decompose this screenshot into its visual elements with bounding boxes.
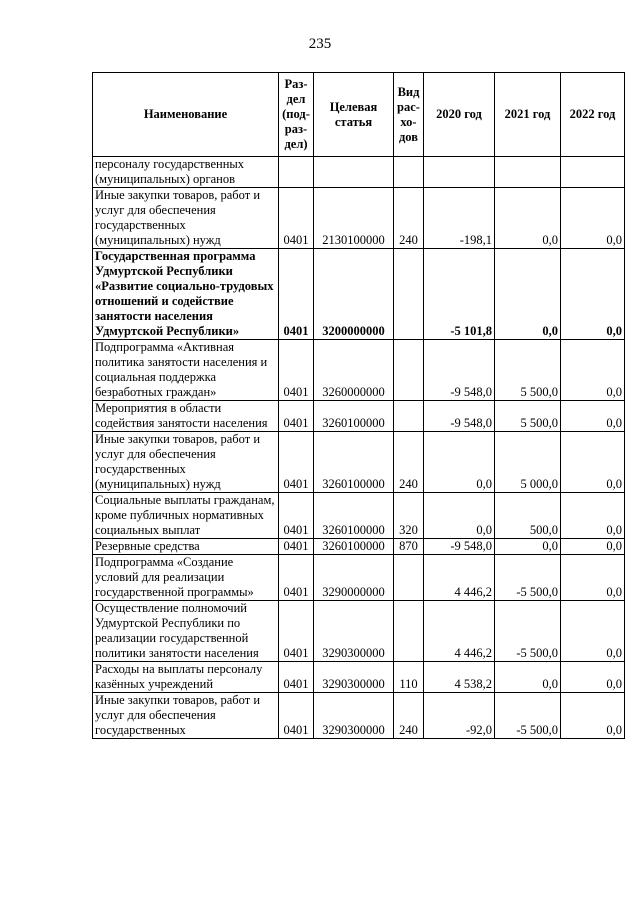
- cell-target: 3290300000: [314, 662, 394, 693]
- cell-kind: [394, 249, 424, 340]
- cell-kind: 240: [394, 432, 424, 493]
- header-2021: 2021 год: [495, 73, 561, 157]
- cell-name: Социальные выплаты гражданам, кроме публичных нормативных социальных выплат: [93, 493, 279, 539]
- cell-target: 3260000000: [314, 340, 394, 401]
- table-row: [93, 249, 625, 340]
- header-name: Наименование: [93, 73, 279, 157]
- cell-name: Иные закупки товаров, работ и услуг для обеспечения государственных (муниципальных) нужд: [93, 432, 279, 493]
- cell-2020: -9 548,0: [424, 401, 495, 432]
- cell-kind: 320: [394, 493, 424, 539]
- cell-2022: 0,0: [561, 662, 625, 693]
- cell-name: Иные закупки товаров, работ и услуг для обеспечения государственных: [93, 693, 279, 739]
- table-row: [93, 555, 625, 601]
- cell-2021: 0,0: [495, 249, 561, 340]
- cell-section: 0401: [279, 432, 314, 493]
- cell-2020: -92,0: [424, 693, 495, 739]
- cell-section: 0401: [279, 401, 314, 432]
- cell-2020: [424, 157, 495, 188]
- cell-kind: [394, 555, 424, 601]
- cell-target: 3260100000: [314, 539, 394, 555]
- cell-target: 3290300000: [314, 693, 394, 739]
- cell-kind: 240: [394, 693, 424, 739]
- table-row: [93, 693, 625, 739]
- table-row: [93, 493, 625, 539]
- cell-target: 3290300000: [314, 601, 394, 662]
- budget-table: [92, 72, 625, 739]
- cell-2022: 0,0: [561, 493, 625, 539]
- cell-kind: 240: [394, 188, 424, 249]
- cell-target: 3200000000: [314, 249, 394, 340]
- cell-section: 0401: [279, 693, 314, 739]
- cell-target: 3260100000: [314, 432, 394, 493]
- cell-kind: [394, 401, 424, 432]
- cell-2020: 4 538,2: [424, 662, 495, 693]
- cell-2020: -9 548,0: [424, 340, 495, 401]
- cell-2022: [561, 157, 625, 188]
- cell-2022: 0,0: [561, 249, 625, 340]
- cell-2021: -5 500,0: [495, 555, 561, 601]
- header-2022: 2022 год: [561, 73, 625, 157]
- cell-section: 0401: [279, 555, 314, 601]
- cell-target: 2130100000: [314, 188, 394, 249]
- table-row: [93, 188, 625, 249]
- cell-target: 3290000000: [314, 555, 394, 601]
- cell-name: Резервные средства: [93, 539, 279, 555]
- cell-name: Государственная программа Удмуртской Республики «Развитие социально-трудовых отношений и содействие занятости населения Удмуртской Республики»: [93, 249, 279, 340]
- cell-2020: 4 446,2: [424, 601, 495, 662]
- cell-section: 0401: [279, 340, 314, 401]
- cell-2021: 5 000,0: [495, 432, 561, 493]
- table-row: [93, 340, 625, 401]
- cell-kind: 870: [394, 539, 424, 555]
- table-row: [93, 601, 625, 662]
- cell-2021: [495, 157, 561, 188]
- cell-target: 3260100000: [314, 401, 394, 432]
- cell-2021: 500,0: [495, 493, 561, 539]
- table-row: [93, 662, 625, 693]
- cell-2020: -5 101,8: [424, 249, 495, 340]
- cell-2022: 0,0: [561, 401, 625, 432]
- cell-2021: 0,0: [495, 188, 561, 249]
- cell-2020: 0,0: [424, 432, 495, 493]
- table-row: [93, 432, 625, 493]
- cell-2021: 0,0: [495, 662, 561, 693]
- header-kind: Вид рас-хо-дов: [394, 73, 424, 157]
- table-header-row: [93, 73, 625, 157]
- cell-2020: -198,1: [424, 188, 495, 249]
- cell-target: 3260100000: [314, 493, 394, 539]
- cell-2021: 0,0: [495, 539, 561, 555]
- cell-2022: 0,0: [561, 340, 625, 401]
- cell-kind: [394, 601, 424, 662]
- cell-2020: 0,0: [424, 493, 495, 539]
- cell-kind: 110: [394, 662, 424, 693]
- cell-kind: [394, 157, 424, 188]
- cell-target: [314, 157, 394, 188]
- cell-2022: 0,0: [561, 539, 625, 555]
- cell-2020: -9 548,0: [424, 539, 495, 555]
- cell-2022: 0,0: [561, 432, 625, 493]
- cell-name: Подпрограмма «Создание условий для реализации государственной программы»: [93, 555, 279, 601]
- cell-2020: 4 446,2: [424, 555, 495, 601]
- table-row: [93, 539, 625, 555]
- page-number: 235: [308, 36, 332, 52]
- cell-2022: 0,0: [561, 555, 625, 601]
- cell-section: 0401: [279, 662, 314, 693]
- table-row: [93, 157, 625, 188]
- cell-name: Мероприятия в области содействия занятости населения: [93, 401, 279, 432]
- cell-name: персоналу государственных (муниципальных) органов: [93, 157, 279, 188]
- header-target: Целевая статья: [314, 73, 394, 157]
- cell-section: 0401: [279, 539, 314, 555]
- cell-section: 0401: [279, 601, 314, 662]
- header-2020: 2020 год: [424, 73, 495, 157]
- cell-2022: 0,0: [561, 601, 625, 662]
- cell-2022: 0,0: [561, 188, 625, 249]
- cell-2021: -5 500,0: [495, 601, 561, 662]
- cell-2021: 5 500,0: [495, 340, 561, 401]
- cell-name: Иные закупки товаров, работ и услуг для обеспечения государственных (муниципальных) нужд: [93, 188, 279, 249]
- cell-2021: -5 500,0: [495, 693, 561, 739]
- cell-name: Осуществление полномочий Удмуртской Республики по реализации государственной политики занятости населения: [93, 601, 279, 662]
- table-row: [93, 401, 625, 432]
- cell-name: Расходы на выплаты персоналу казённых учреждений: [93, 662, 279, 693]
- cell-section: 0401: [279, 188, 314, 249]
- cell-2021: 5 500,0: [495, 401, 561, 432]
- cell-section: 0401: [279, 493, 314, 539]
- cell-section: [279, 157, 314, 188]
- cell-kind: [394, 340, 424, 401]
- cell-name: Подпрограмма «Активная политика занятости населения и социальная поддержка безработных граждан»: [93, 340, 279, 401]
- cell-section: 0401: [279, 249, 314, 340]
- header-section: Раз-дел (под-раз-дел): [279, 73, 314, 157]
- cell-2022: 0,0: [561, 693, 625, 739]
